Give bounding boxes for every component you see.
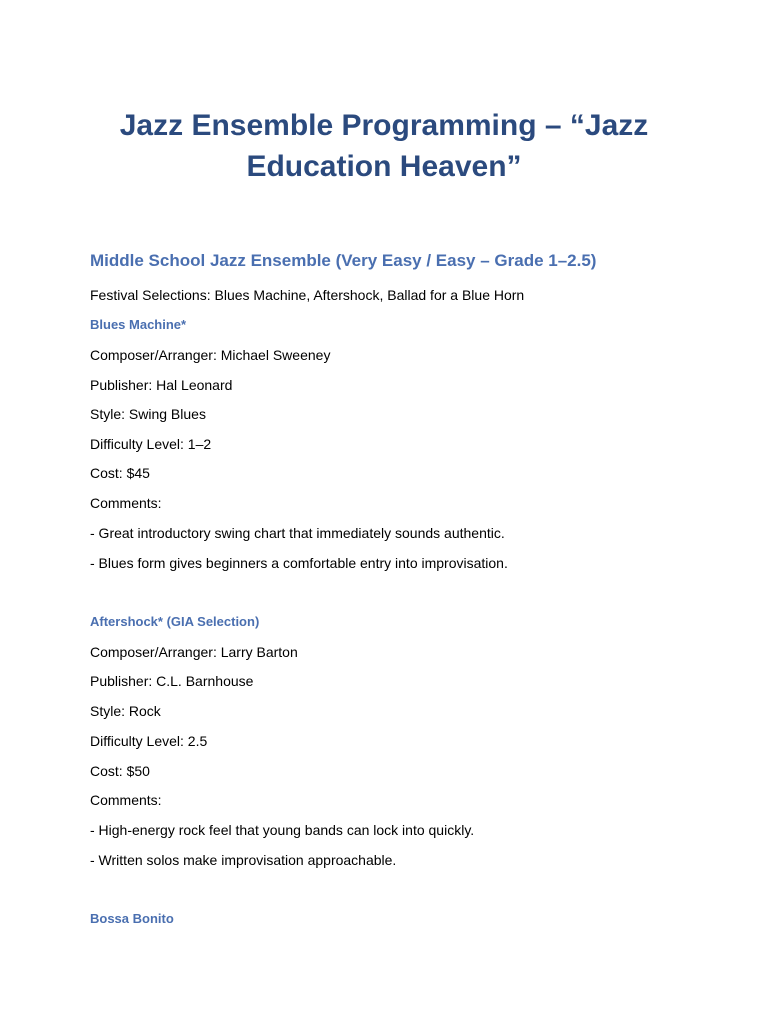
page-title: [60, 105, 708, 187]
difficulty-line: Difficulty Level: 1–2: [90, 436, 212, 452]
comment-line: - Blues form gives beginners a comfortable entry into improvisation.: [90, 555, 508, 571]
composer-line: Composer/Arranger: Larry Barton: [90, 644, 298, 660]
festival-selections: Festival Selections: Blues Machine, Aftershock, Ballad for a Blue Horn: [90, 287, 525, 303]
comment-line: - Great introductory swing chart that immediately sounds authentic.: [90, 525, 505, 541]
publisher-line: Publisher: C.L. Barnhouse: [90, 673, 254, 689]
cost-line: Cost: $45: [90, 465, 150, 481]
composer-line: Composer/Arranger: Michael Sweeney: [90, 347, 331, 363]
cost-line: Cost: $50: [90, 763, 150, 779]
comment-line: - Written solos make improvisation approachable.: [90, 852, 397, 868]
section-heading-middle-school: Middle School Jazz Ensemble (Very Easy / Easy – Grade 1–2.5): [90, 251, 597, 270]
publisher-line: Publisher: Hal Leonard: [90, 377, 233, 393]
piece-heading-bossa-bonito: Bossa Bonito: [90, 911, 174, 926]
comment-line: - High-energy rock feel that young bands can lock into quickly.: [90, 822, 475, 838]
page-title-line-1: Jazz Ensemble Programming – “Jazz: [119, 109, 649, 142]
difficulty-line: Difficulty Level: 2.5: [90, 733, 208, 749]
piece-heading-blues-machine: Blues Machine*: [90, 317, 187, 332]
piece-heading-aftershock: Aftershock* (GIA Selection): [90, 614, 260, 629]
style-line: Style: Rock: [90, 703, 161, 719]
page-title-line-2: Education Heaven”: [246, 150, 522, 183]
comments-label: Comments:: [90, 495, 162, 511]
comments-label: Comments:: [90, 792, 162, 808]
style-line: Style: Swing Blues: [90, 406, 206, 422]
